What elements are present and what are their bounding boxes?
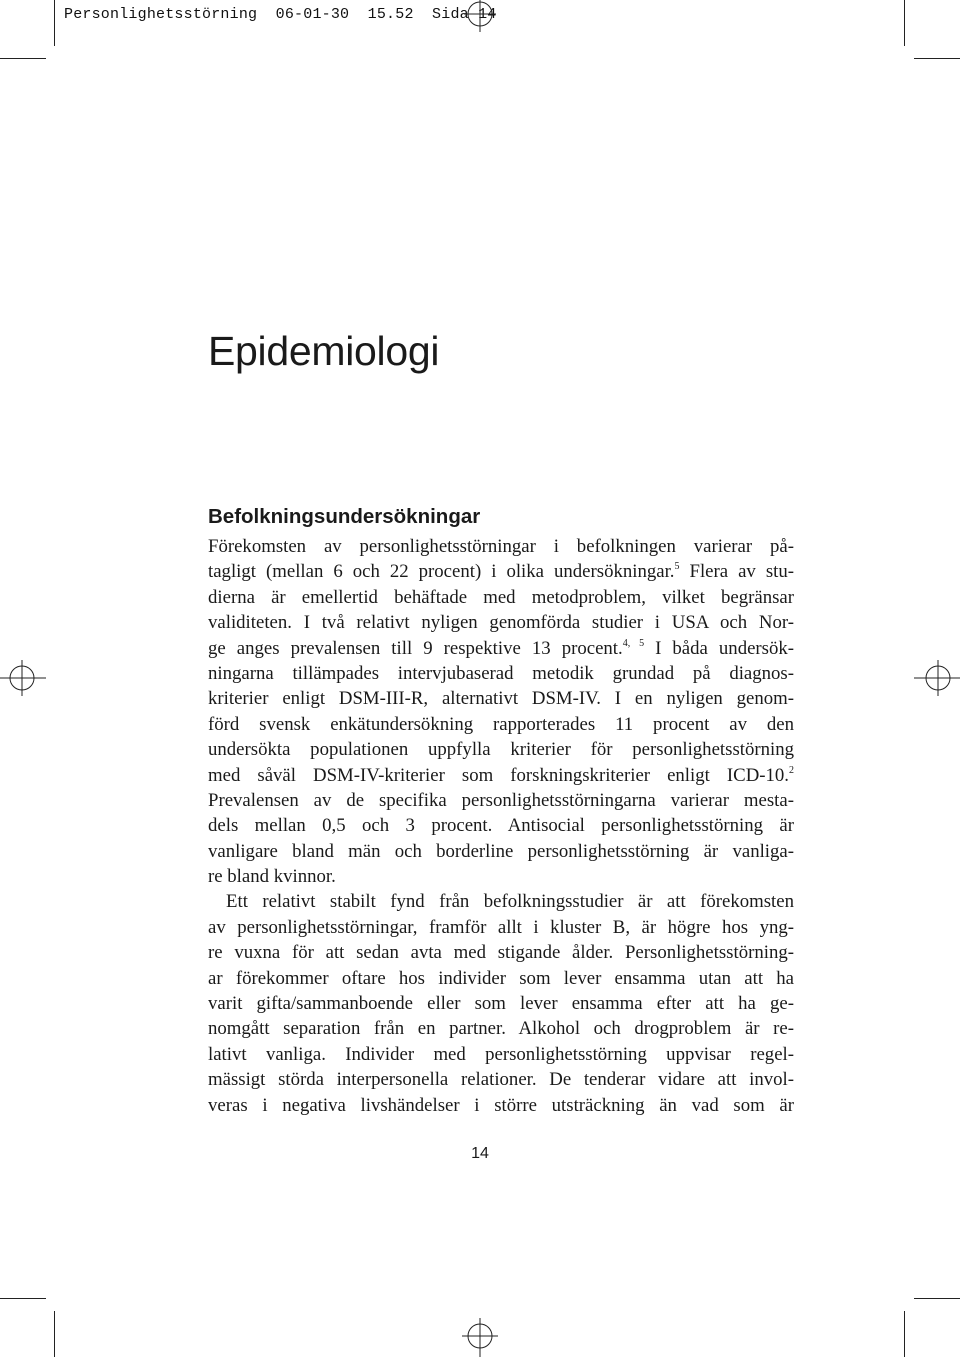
registration-mark-bottom-icon [460, 1318, 500, 1357]
text-line: validiteten. I två relativt nyligen genomförda studier i USA och Nor- [208, 612, 794, 634]
text-line: re bland kvinnor. [208, 866, 336, 888]
text-line: tagligt (mellan 6 och 22 procent) i olika undersökningar.$^5$ Flera av stu- [208, 561, 794, 583]
crop-mark-bottom-right-vertical [904, 1311, 905, 1357]
print-slug: Personlighetsstörning 06-01-30 15.52 Sida 14 [64, 6, 497, 23]
text-line: nomgått separation från en partner. Alkohol och drogproblem är re- [208, 1018, 794, 1040]
chapter-title: Epidemiologi [208, 328, 440, 374]
crop-mark-top-left-vertical [54, 0, 55, 46]
text-line: förd svensk enkätundersökning rapporterades 11 procent av den [208, 713, 794, 735]
registration-mark-right-icon [914, 658, 960, 698]
text-line: av personlighetsstörningar, framför allt i kluster B, är högre hos yng- [208, 916, 794, 938]
text-line: dierna är emellertid behäftade med metodproblem, vilket begränsar [208, 586, 794, 608]
citation-superscript: 5 [674, 561, 680, 573]
text-line: ningarna tillämpades intervjubaserad metodik grundad på diagnos- [208, 662, 794, 684]
crop-mark-bottom-left-vertical [54, 1311, 55, 1357]
text-line: vanligare bland män och borderline personlighetsstörning är vanliga- [208, 840, 794, 862]
body-text [208, 534, 794, 1118]
citation-superscript: 4, 5 [622, 637, 645, 649]
text-line: Förekomsten av personlighetsstörningar i befolkningen varierar på- [208, 536, 794, 557]
crop-mark-bottom-right-horizontal [914, 1298, 960, 1299]
text-line: lativt vanliga. Individer med personlighetsstörning uppvisar regel- [208, 1043, 794, 1065]
text-line: kriterier enligt DSM-III-R, alternativt DSM-IV. I en nyligen genom- [208, 688, 794, 710]
crop-mark-top-left-horizontal [0, 58, 46, 59]
text-line: ge anges prevalensen till 9 respektive 13 procent.$^{4, 5}$ I båda undersök- [208, 637, 795, 659]
text-line: veras i negativa livshändelser i större utsträckning än vad som är [208, 1094, 794, 1116]
text-line: Prevalensen av de specifika personlighetsstörningarna varierar mesta- [208, 789, 794, 811]
crop-mark-top-right-vertical [904, 0, 905, 46]
text-line: dels mellan 0,5 och 3 procent. Antisocial personlighetsstörning är [208, 815, 794, 837]
text-line: re vuxna för att sedan avta med stigande ålder. Personlighetsstörning- [208, 942, 794, 964]
citation-superscript: 2 [789, 764, 794, 776]
text-line: ar förekommer oftare hos individer som lever ensamma utan att ha [208, 967, 794, 989]
registration-mark-left-icon [0, 658, 46, 698]
text-line: varit gifta/sammanboende eller som lever ensamma efter att ha ge- [208, 993, 794, 1015]
crop-mark-bottom-left-horizontal [0, 1298, 46, 1299]
text-line: undersökta populationen uppfylla kriterier för personlighetsstörning [208, 739, 794, 761]
crop-mark-top-right-horizontal [914, 58, 960, 59]
page-number: 14 [471, 1145, 489, 1162]
section-heading: Befolkningsundersökningar [208, 505, 481, 528]
text-line: med såväl DSM-IV-kriterier som forskningskriterier enligt ICD-10.$^2$ [208, 764, 794, 786]
text-line: Ett relativt stabilt fynd från befolkningsstudier är att förekomsten [226, 891, 794, 913]
registration-mark-top-icon [460, 0, 500, 32]
text-line: mässigt störda interpersonella relationer. De tenderar vidare att invol- [208, 1069, 794, 1091]
